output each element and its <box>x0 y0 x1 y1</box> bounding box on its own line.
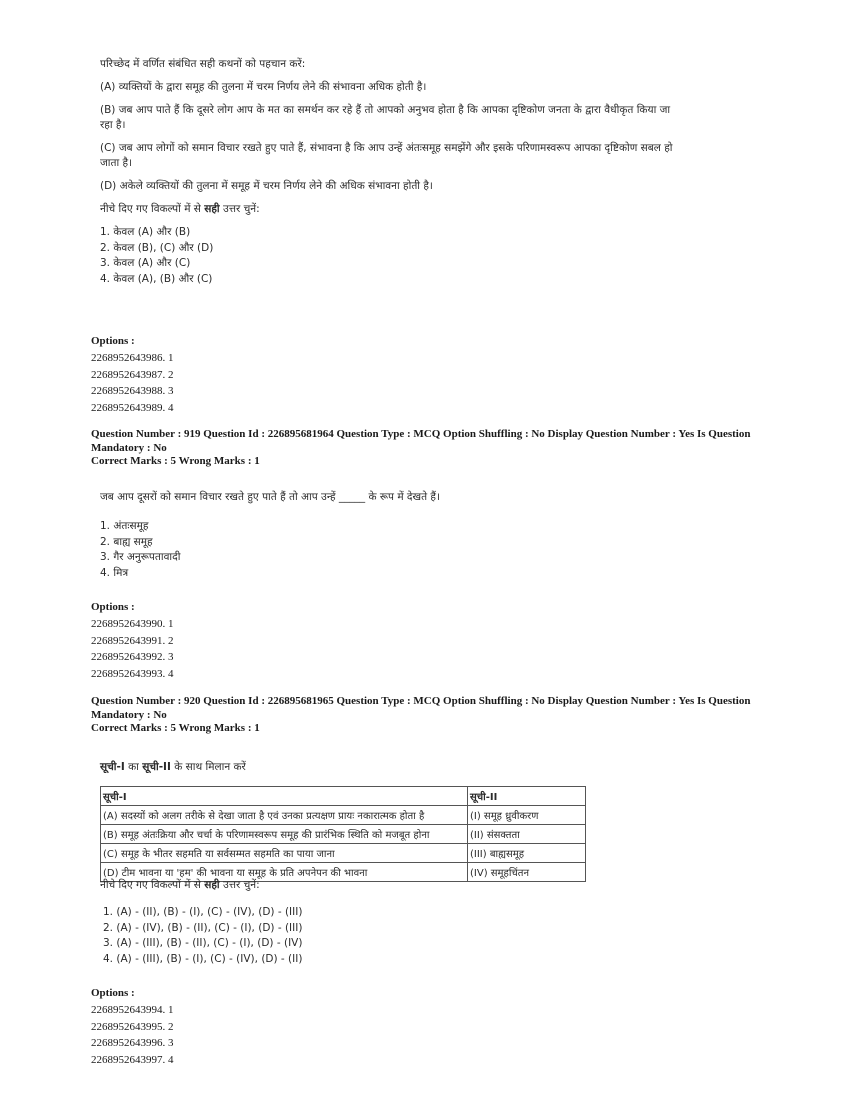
q918-prompt-pre: नीचे दिए गए विकल्पों में से <box>100 203 205 215</box>
q919-options-label: Options : <box>91 601 135 613</box>
q919-option: 2268952643991. 2 <box>91 634 174 647</box>
table-cell: (III) बाह्यसमूह <box>468 844 586 863</box>
q920-stem-post: के साथ मिलान करें <box>170 761 246 773</box>
q920-stem <box>100 760 246 775</box>
q920-header <box>91 695 751 736</box>
q920-prompt <box>100 878 260 893</box>
table-cell: (II) संसक्तता <box>468 825 586 844</box>
q918-intro: परिच्छेद में वर्णित संबंधित सही कथनों को पहचान करें: <box>100 58 306 70</box>
q919-body <box>100 490 680 581</box>
q919-choice: 3. गैर अनुरूपतावादी <box>100 551 181 563</box>
match-table <box>100 786 586 882</box>
q919-choice: 4. मित्र <box>100 566 129 579</box>
match-table-col2-header <box>468 787 586 806</box>
q918-choice: 2. केवल (B), (C) और (D) <box>100 241 214 254</box>
q918-statement-d: (D) अकेले व्यक्तियों की तुलना में समूह में चरम निर्णय लेने की अधिक संभावना होती है। <box>100 180 433 192</box>
q918-option: 2268952643989. 4 <box>91 401 174 414</box>
table-cell: (IV) समूहचिंतन <box>468 863 586 882</box>
q920-header-line1: Question Number : 920 Question Id : 226895681965 Question Type : MCQ Option Shuffling : No Display Question Number : Yes Is Question <box>91 695 751 707</box>
q918-options-label: Options : <box>91 335 135 347</box>
match-table-col1-header <box>101 787 468 806</box>
q918-choice: 1. केवल (A) और (B) <box>100 226 191 238</box>
table-cell: (I) समूह ध्रुवीकरण <box>468 806 586 825</box>
q920-option: 2268952643995. 2 <box>91 1020 174 1033</box>
q919-header-line3: Correct Marks : 5 Wrong Marks : 1 <box>91 455 260 467</box>
q920-option: 2268952643994. 1 <box>91 1004 174 1016</box>
q920-prompt-pre: नीचे दिए गए विकल्पों में से <box>100 879 205 891</box>
col1-header-text: सूची-I <box>103 792 127 803</box>
table-cell: (D) टीम भावना या 'हम' की भावना या समूह के प्रति अपनेपन की भावना <box>101 863 468 882</box>
col2-header-text: सूची-II <box>470 792 498 803</box>
q920-options <box>91 1002 174 1068</box>
q920-prompt-bold: सही <box>204 879 220 891</box>
q918-statements <box>100 57 680 287</box>
q920-stem-list1: सूची-I <box>100 761 125 773</box>
q920-option: 2268952643996. 3 <box>91 1037 174 1049</box>
q919-choices <box>100 519 680 581</box>
q920-choices <box>103 905 302 967</box>
q920-stem-mid: का <box>124 761 143 773</box>
table-row <box>101 825 586 844</box>
table-row <box>101 806 586 825</box>
q918-option: 2268952643986. 1 <box>91 352 174 364</box>
q919-choice: 1. अंतःसमूह <box>100 520 149 532</box>
q920-choice: 2. (A) - (IV), (B) - (II), (C) - (I), (D) - (III) <box>103 921 303 934</box>
q918-option: 2268952643988. 3 <box>91 385 174 397</box>
q919-header <box>91 428 751 469</box>
q919-options <box>91 616 174 682</box>
q920-prompt-post: उत्तर चुनें: <box>219 879 260 891</box>
q920-header-line2: Mandatory : No <box>91 708 167 721</box>
q920-choice: 3. (A) - (III), (B) - (II), (C) - (I), (D) - (IV) <box>103 937 303 949</box>
table-row <box>101 844 586 863</box>
q918-options <box>91 350 174 416</box>
q919-header-line2: Mandatory : No <box>91 441 167 454</box>
table-cell: (B) समूह अंतःक्रिया और चर्चा के परिणामस्वरूप समूह की प्रारंभिक स्थिति को मजबूत होना <box>101 825 468 844</box>
q918-statement-c: (C) जब आप लोगों को समान विचार रखते हुए पाते हैं, संभावना है कि आप उन्हें अंतःसमूह समझेंगे और इसके परिणामस्वरूप आपका दृष्टिकोण सबल हो जाता है। <box>100 142 673 169</box>
table-cell: (A) सदस्यों को अलग तरीके से देखा जाता है एवं उनका प्रत्यक्षण प्रायः नकारात्मक होता है <box>101 806 468 825</box>
q920-choice: 4. (A) - (III), (B) - (I), (C) - (IV), (D) - (II) <box>103 952 303 965</box>
q918-statement-a: (A) व्यक्तियों के द्वारा समूह की तुलना में चरम निर्णय लेने की संभावना अधिक होती है। <box>100 81 427 93</box>
q918-statement-b: (B) जब आप पाते हैं कि दूसरे लोग आप के मत का समर्थन कर रहे हैं तो आपको अनुभव होता है कि आपका दृष्टिकोण जनता के द्वारा वैधीकृत किया जा रहा है। <box>100 104 671 131</box>
q918-prompt-bold: सही <box>204 203 220 215</box>
q919-header-line1: Question Number : 919 Question Id : 226895681964 Question Type : MCQ Option Shuffling : No Display Question Number : Yes Is Question <box>91 428 751 440</box>
q919-stem: जब आप दूसरों को समान विचार रखते हुए पाते हैं तो आप उन्हें _____ के रूप में देखते हैं। <box>100 491 440 503</box>
q920-option: 2268952643997. 4 <box>91 1053 174 1066</box>
table-cell: (C) समूह के भीतर सहमति या सर्वसम्मत सहमति का पाया जाना <box>101 844 468 863</box>
q919-choice: 2. बाह्य समूह <box>100 535 153 548</box>
match-table-header-row <box>101 787 586 806</box>
q918-prompt <box>100 202 680 217</box>
q918-prompt-post: उत्तर चुनें: <box>219 203 260 215</box>
q920-stem-list2: सूची-II <box>142 761 171 773</box>
q918-choice: 3. केवल (A) और (C) <box>100 257 191 269</box>
q918-choice: 4. केवल (A), (B) और (C) <box>100 272 213 285</box>
q918-option: 2268952643987. 2 <box>91 368 174 381</box>
q919-option: 2268952643992. 3 <box>91 651 174 663</box>
q918-choices <box>100 225 680 287</box>
q919-option: 2268952643990. 1 <box>91 618 174 630</box>
q920-header-line3: Correct Marks : 5 Wrong Marks : 1 <box>91 722 260 734</box>
q920-options-label: Options : <box>91 987 135 999</box>
q920-choice: 1. (A) - (II), (B) - (I), (C) - (IV), (D) - (III) <box>103 906 303 918</box>
q919-option: 2268952643993. 4 <box>91 667 174 680</box>
